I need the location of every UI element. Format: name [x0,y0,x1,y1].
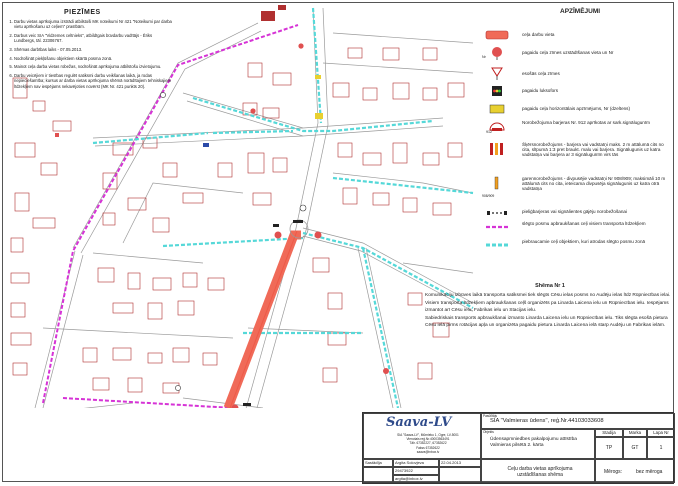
legend-item-road-marking: pagaidu ceļa horizontālais apzīmējums, Nr (dzeltens) [480,102,672,116]
scheme-title: Shēma Nr 1 [535,283,565,289]
author-name: Argita Solovjeva [393,459,439,467]
legend-item-access-road: piebraucamie ceļi objektiem, kuri atrodas slēgto posmu zonā [480,238,672,254]
building-filled [278,5,286,10]
note-item: 2. Darbus veic SIA "Vidzemes celtnieks", atbildīgais būvdarbu vadītājs - Ēriks Lundbergs, tāl. 22306767. [14,33,172,44]
worksite-swatch [484,28,510,42]
note-item: 5. Mainot ceļa darba vietas robežas, nodrošināt aprīkojuma atbilstošu izvietojumu. [14,64,172,70]
title-block: Saava-LV SIA "Saava-LV", Mūrnieku 1, Ogre, LV-5001 Vienotais reģ.Nr.40003563491 Tālr. 67352227, 67352622 Fakss 67352622 saava@inbox.lv Pasūtītājs SIA "Valmieras ūdens", reģ.Nr.44103033608 Objekts Ūdensapmniedbes pakalpojumu attīstība Valmieras pilsētā 2. kārta Stadija Marka Lapa Nr TP GT 1 Sastādīja Argita Solovjeva 22.04.2013 29473922 argita@inbox.lv Ceļu darba vietas aprīkojuma uzstādīšanas shēma Mērogs: bez mēroga [362,412,674,484]
scheme-description [425,283,675,332]
client-cell: Pasūtītājs SIA "Valmieras ūdens", reģ.Nr.44103033608 [481,413,675,429]
legend-panel [480,8,672,254]
scale-cell: Mērogs: bez mēroga [595,459,675,483]
sheet-number: 1 [647,437,675,459]
road-marking-icon [484,102,510,116]
pedestrian-barrier-icon [484,206,510,220]
company-logo: Saava-LV [386,415,452,430]
notes-list [4,19,172,90]
client-name: SIA "Valmieras ūdens", reģ.Nr.44103033608 [490,418,604,424]
object-cell: Objekts Ūdensapmniedbes pakalpojumu attīstība Valmieras pilsētā 2. kārta [481,429,595,459]
scheme-paragraph: Komunikāciju izbūves laikā transporta satiksmei tiek slēgts Cēsu ielas posms no Audēju ielas līdz Rūpniecības ielai. [425,292,671,298]
author-phone: 29473922 [393,467,439,475]
buildings [11,48,464,393]
detour-route [63,398,233,408]
note-item: 6. Darbu veicējiem ir tiesības regulēt satiksmi darbu veikšanas laikā, ja rodas nepieciešamība; kursus ar darba vietas aprīkojuma shēmā norādītajiem tehniskajiem līdzekļiem nav iespējams nekavējoties novērst (MK Nr. 421 punkts 20). [14,73,172,90]
notes-panel [4,8,172,93]
traffic-light-icon [484,84,510,98]
access-line-swatch [484,238,510,252]
drawing-title-cell [481,459,595,483]
worksite-closed-section [230,231,297,408]
scheme-paragraph: Sabiedriskais transports apbraukšanai izmanto Linarda Laicena ielu un Rūpniecības ielu. Tiks slēgta esošā pietura Cēsu ielā pirms rotācijas apļa un organizēta pagaidu pietura Linarda Laicena ielā starp Audēju un Fabrikas ielām. [425,316,668,328]
bollard-number-label: 908/909 [482,194,495,198]
legend-item-long-barrier: garennorobežojums - divpusējie vadstatņi Nr 908/909; maksimāli 10 m attālumā cits no cita, ieteicama divpusēja signālugunis uz katra otrā vadstatņa 908/909 [482,176,666,198]
long-barrier-icon [484,176,510,190]
legend-item-traffic-light: pagaidu luksofors [480,84,672,100]
note-item: 3. Shēmas darbības laiks - 07.05.2013. [14,47,172,53]
detour-line-swatch [484,220,510,234]
object-name: Ūdensapmniedbes pakalpojumu attīstība Valmieras pilsētā 2. kārta [490,437,577,448]
scheme-paragraph: Visiem transporta līdzekļiem apbraukšanas ceļš organizēts pa Linarda Laicena ielu un Rūpniecības ielu. Iespējams izmantot arī Cēsu ielu, Fabrikas ielu un Stacijas ielu. [425,301,669,313]
building-filled [261,11,275,21]
legend-item-temp-sign: pagaidu ceļa zīmes uzstādīšanas vieta un Nr Nr [480,46,672,64]
existing-sign-icon [484,66,510,80]
legend-item-detour: slēgto posmu apbraukšanas ceļi visiem transporta līdzekļiem [480,220,672,236]
legend-item-pedestrian-barrier: pieliģbarjeras vai signālientes gājēju norobežošanai [480,206,672,218]
legend-item-barrier-912: Norobežojuma barjeras Nr. 912 aprīkotas ar sark.signālugunīm 912 [486,120,650,134]
notes-title: PIEZĪMES [64,9,101,16]
company-details: SIA "Saava-LV", Mūrnieku 1, Ogre, LV-5001 Vienotais reģ.Nr.40003563491 Tālr. 67352227, 67352622 Fakss 67352622 saava@inbox.lv [397,433,459,454]
mark-value: GT [623,437,647,459]
drawing-date: 22.04.2013 [439,459,481,467]
cross-barrier-icon [484,142,510,156]
legend-title: APZĪMĒJUMI [560,8,601,15]
note-item: 1. Darbu vietas aprīkojuma izstrādi atbilstoši MK noteikumi Nr 421 "Noteikumi par darba vietu aprīkošanu uz ceļiem" prasībām. [14,19,172,30]
legend-item-cross-barrier: Šķērsnorobežojums - barjera vai vadstatņi maks. 2 m attālumā cits no cita, slīpumā 1:3 pret braukt. malu vai barjera. Signālugunis uz katra vadstatņa vai barjera ar 3 signālugunīm virs tās [480,142,672,174]
stage-value: TP [595,437,623,459]
barrier-number-label: 912 [486,130,492,134]
legend-item-existing-sign: esošās ceļa zīmes [480,66,672,80]
scale-value: bez mēroga [636,469,663,475]
note-item: 4. Nodrošināt piekļūšanu objektiem skārtā posma zonā. [14,56,172,62]
legend-item-worksite: ceļa darbu vieta [480,28,672,42]
author-email: argita@inbox.lv [393,475,439,483]
drawing-title: Ceļu darba vietas aprīkojuma uzstādīšanas shēma [507,466,573,479]
company-cell [363,413,481,459]
sign-number-label: Nr [482,55,486,59]
